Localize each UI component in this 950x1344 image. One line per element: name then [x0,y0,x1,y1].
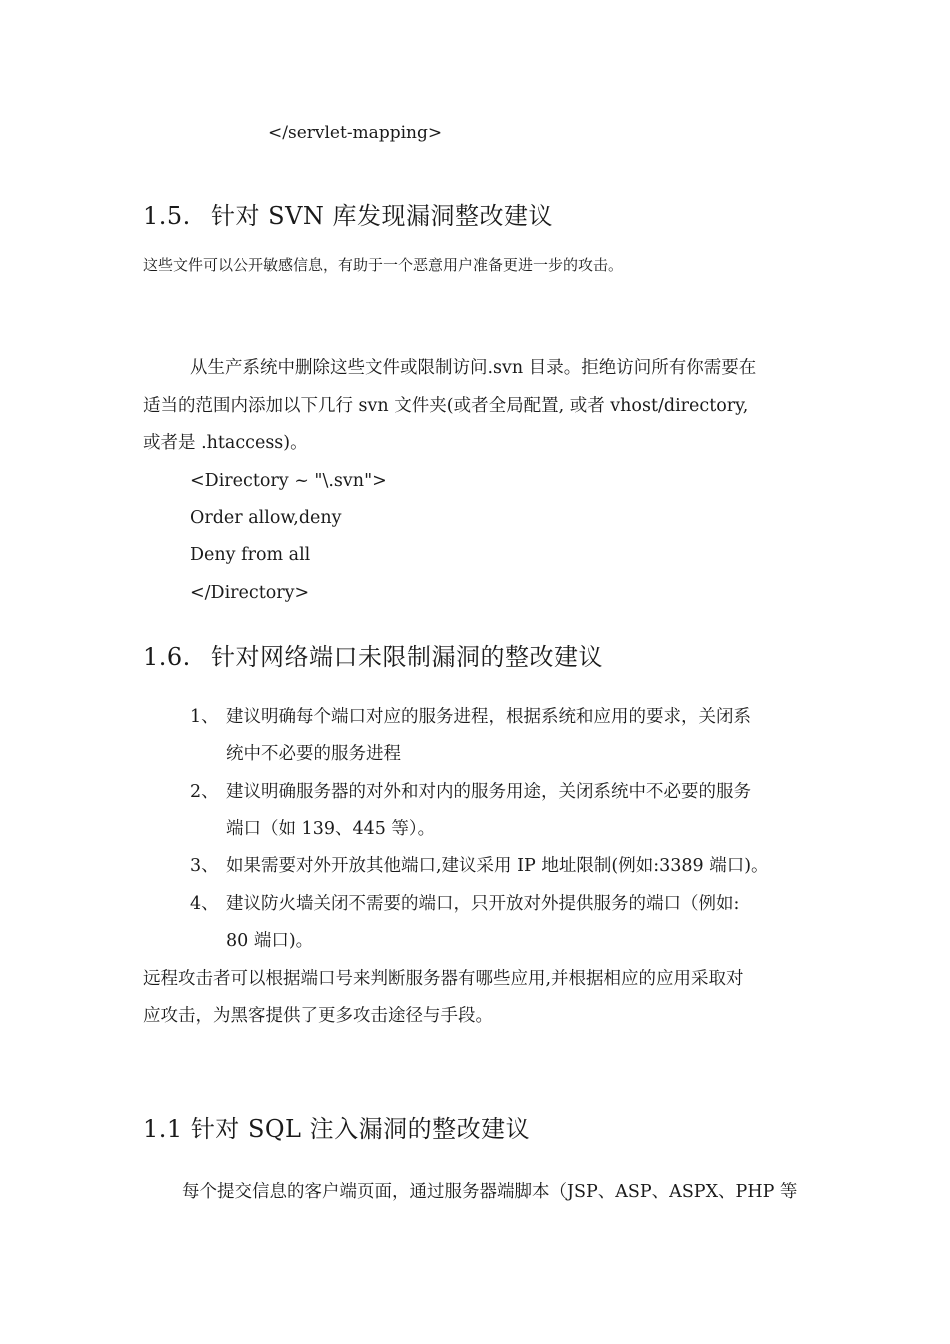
paragraph-line: 从生产系统中删除这些文件或限制访问.svn 目录。拒绝访问所有你需要在 [190,358,757,378]
list-item-text: 建议防火墙关闭不需要的端口，只开放对外提供服务的端口（例如: [226,894,740,914]
section-title: 针对 SQL 注入漏洞的整改建议 [190,1115,531,1143]
code-line-servlet-close: </servlet-mapping> [268,123,443,143]
section-heading-1-5 [143,201,553,231]
section-description: 这些文件可以公开敏感信息，有助于一个恶意用户准备更进一步的攻击。 [143,256,624,274]
list-item-text: 端口（如 139、445 等）。 [226,819,436,839]
section-number: 1.1 [143,1115,183,1143]
paragraph-line: 适当的范围内添加以下几行 svn 文件夹(或者全局配置, 或者 vhost/directory, [143,396,749,416]
config-line: Order allow,deny [190,508,342,528]
summary-line: 应攻击，为黑客提供了更多攻击途径与手段。 [143,1006,493,1026]
section-heading-1-1 [143,1114,530,1144]
list-item-number: 3、 [190,856,219,876]
list-item-text: 如果需要对外开放其他端口,建议采用 IP 地址限制(例如:3389 端口)。 [226,856,769,876]
list-item-number: 4、 [190,894,219,914]
section-title: 针对网络端口未限制漏洞的整改建议 [211,643,603,671]
summary-line: 远程攻击者可以根据端口号来判断服务器有哪些应用,并根据相应的应用采取对 [143,969,744,989]
paragraph-line: 或者是 .htaccess)。 [143,433,308,453]
section-heading-1-6 [143,642,603,672]
config-line: Deny from all [190,545,311,565]
config-line: </Directory> [190,583,310,603]
list-item-text: 建议明确每个端口对应的服务进程，根据系统和应用的要求，关闭系 [226,707,751,727]
list-item-number: 1、 [190,707,219,727]
section-number: 1.5. [143,202,191,230]
list-item-text: 统中不必要的服务进程 [226,744,401,764]
paragraph-line: 每个提交信息的客户端页面，通过服务器端脚本（JSP、ASP、ASPX、PHP 等 [182,1182,798,1202]
section-title: 针对 SVN 库发现漏洞整改建议 [211,202,554,230]
list-item-number: 2、 [190,782,219,802]
list-item-text: 80 端口)。 [226,931,314,951]
list-item-text: 建议明确服务器的对外和对内的服务用途，关闭系统中不必要的服务 [226,782,751,802]
section-number: 1.6. [143,643,191,671]
config-line: <Directory ~ "\.svn"> [190,471,387,491]
